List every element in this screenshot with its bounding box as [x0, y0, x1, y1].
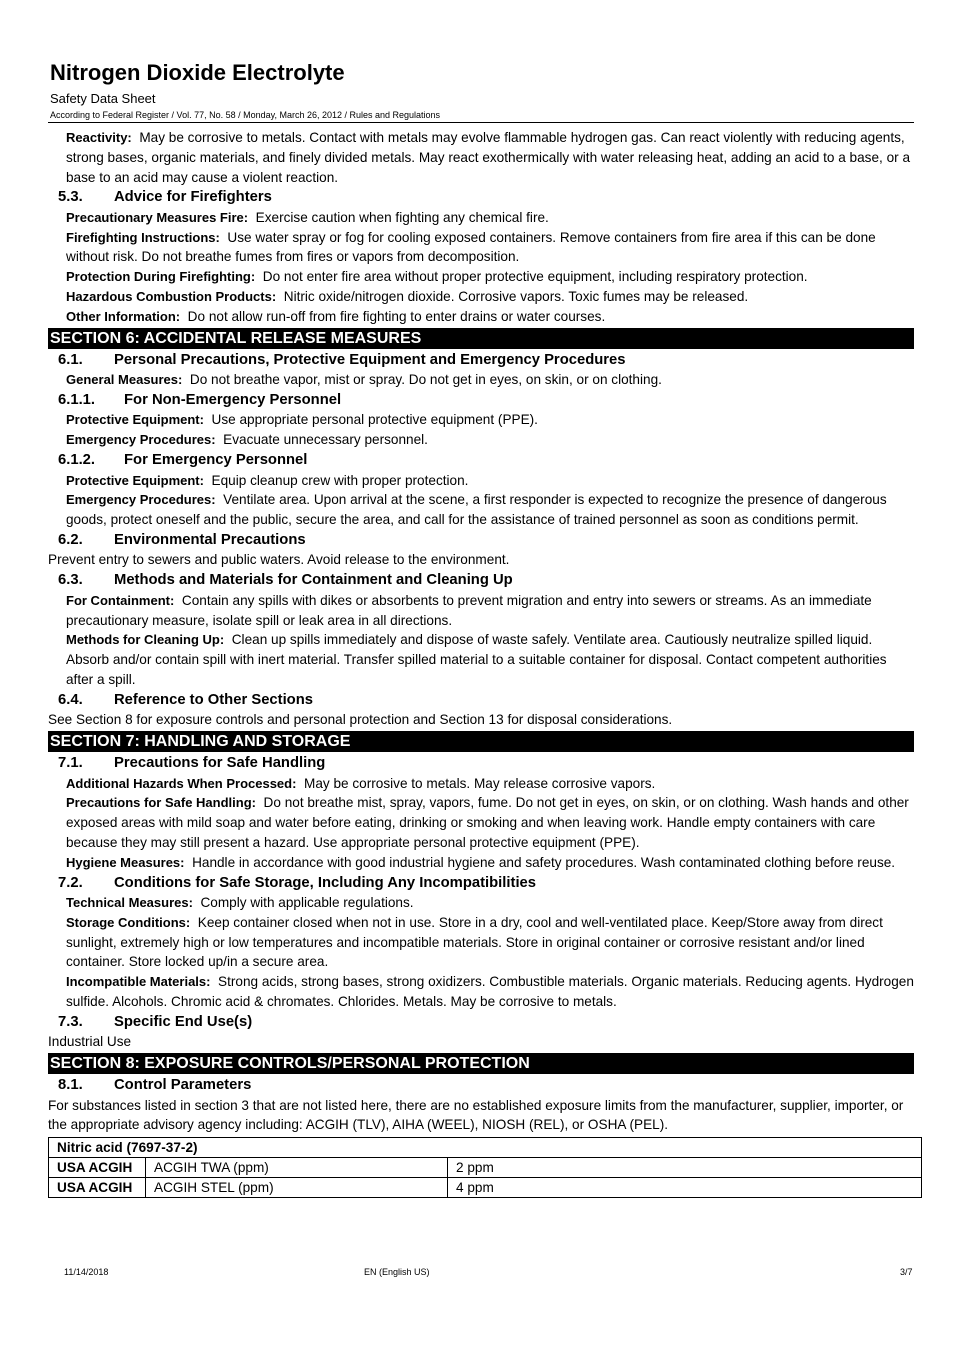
substance-cell: Nitric acid (7697-37-2)	[49, 1138, 922, 1158]
emergency-ppe-paragraph: Protective Equipment: Equip cleanup crew with proper protection.	[66, 472, 469, 488]
document-body	[48, 128, 914, 1198]
other-information-paragraph: Other Information: Do not allow run-off from fire fighting to enter drains or water courses.	[66, 308, 606, 324]
footer-language: EN (English US)	[364, 1267, 430, 1277]
additional-hazards-paragraph: Additional Hazards When Processed: May be corrosive to metals. May release corrosive vapors.	[66, 775, 656, 791]
environmental-precautions-text: Prevent entry to sewers and public waters. Avoid release to the environment.	[48, 552, 510, 568]
reactivity-paragraph	[48, 128, 914, 187]
footer-page-number: 3/7	[900, 1267, 913, 1277]
subsection-heading: 6.1. Personal Precautions, Protective Equipment and Emergency Procedures	[58, 351, 626, 368]
agency-cell: USA ACGIH	[49, 1178, 146, 1198]
subsection-heading: 6.2. Environmental Precautions	[58, 531, 306, 548]
value-cell: 4 ppm	[448, 1178, 922, 1198]
subsection-heading: 7.1. Precautions for Safe Handling	[58, 755, 326, 772]
storage-conditions-paragraph: Storage Conditions: Keep container closed when not in use. Store in a dry, cool and well-ventilated place. Keep/Store away from direct sunlight, extremely high or low temperatures and incompatible materials. Store in original container or corrosive resistant and/or lined container. Store locked up/in a secure area.	[66, 914, 883, 970]
subsection-heading: 7.2. Conditions for Safe Storage, Including Any Incompatibilities	[58, 874, 537, 891]
control-parameters-intro: For substances listed in section 3 that are not listed here, there are no established exposure limits from the manufacturer, supplier, importer, or the appropriate advisory agency including: ACGIH (TLV), AIHA (WEEL), NIOSH (REL), or OSHA (PEL).	[48, 1097, 904, 1133]
agency-cell: USA ACGIH	[49, 1158, 146, 1178]
reference-sections-text: See Section 8 for exposure controls and personal protection and Section 13 for disposal considerations.	[48, 712, 673, 728]
header-divider	[48, 122, 914, 123]
firefighting-instructions-paragraph: Firefighting Instructions: Use water spray or fog for cooling exposed containers. Remove containers from fire area if this can be done without risk. Do not breathe fumes from fires or vapors from decomposition.	[66, 229, 876, 265]
footer-date: 11/14/2018	[64, 1267, 109, 1277]
table-row	[49, 1138, 922, 1158]
emergency-procedures-paragraph: Emergency Procedures: Ventilate area. Upon arrival at the scene, a first responder is expected to recognize the presence of dangerous goods, protect oneself and the public, secure the area, and call for the assistance of trained personnel as soon as conditions permit.	[66, 492, 887, 528]
non-emergency-ppe-paragraph: Protective Equipment: Use appropriate personal protective equipment (PPE).	[66, 412, 538, 428]
subsection-heading: 6.4. Reference to Other Sections	[58, 691, 313, 708]
table-row	[49, 1158, 922, 1178]
section-8-header: SECTION 8: EXPOSURE CONTROLS/PERSONAL PROTECTION	[48, 1053, 914, 1074]
subsection-heading: 8.1. Control Parameters	[58, 1077, 252, 1094]
parameter-cell: ACGIH TWA (ppm)	[146, 1158, 448, 1178]
field-text: May be corrosive to metals. Contact with metals may evolve flammable hydrogen gas. Can react violently with reducing agents, strong bases, organic materials, and finely divided metals. May react exothermically with water releasing heat, adding an acid to a base, or a base to an acid may cause a violent reaction.	[66, 130, 911, 185]
regulation-reference: According to Federal Register / Vol. 77, No. 58 / Monday, March 26, 2012 / Rules and Regulations	[50, 110, 441, 120]
value-cell: 2 ppm	[448, 1158, 922, 1178]
subsection-heading: 6.1.1. For Non-Emergency Personnel	[58, 391, 342, 408]
precautionary-measures-paragraph: Precautionary Measures Fire: Exercise caution when fighting any chemical fire.	[66, 209, 549, 225]
document-subtitle: Safety Data Sheet	[50, 91, 156, 106]
subsection-heading: 6.3. Methods and Materials for Containment and Cleaning Up	[58, 572, 513, 589]
technical-measures-paragraph: Technical Measures: Comply with applicable regulations.	[66, 895, 414, 911]
general-measures-paragraph: General Measures: Do not breathe vapor, mist or spray. Do not get in eyes, on skin, or on clothing.	[66, 372, 662, 388]
hygiene-measures-paragraph: Hygiene Measures: Handle in accordance with good industrial hygiene and safety procedures. Wash contaminated clothing before reuse.	[66, 854, 896, 870]
section-7-header: SECTION 7: HANDLING AND STORAGE	[48, 731, 914, 752]
document-title: Nitrogen Dioxide Electrolyte	[50, 60, 345, 85]
subsection-heading: 6.1.2. For Emergency Personnel	[58, 452, 308, 469]
exposure-limits-table	[48, 1137, 922, 1198]
containment-paragraph: For Containment: Contain any spills with dikes or absorbents to prevent migration and entry into sewers or streams. As an immediate precautionary measure, isolate spill or leak area in all directions.	[66, 592, 872, 628]
table-row	[49, 1178, 922, 1198]
combustion-products-paragraph: Hazardous Combustion Products: Nitric oxide/nitrogen dioxide. Corrosive vapors. Toxic fumes may be released.	[66, 289, 749, 305]
safe-handling-paragraph: Precautions for Safe Handling: Do not breathe mist, spray, vapors, fume. Do not get in eyes, on skin, or on clothing. Wash hands and other exposed areas with mild soap and water before eating, drinking or smoking and when leaving work. Handle empty containers with care because they may still present a hazard. Use appropriate personal protective equipment (PPE).	[66, 795, 909, 850]
incompatible-materials-paragraph: Incompatible Materials: Strong acids, strong bases, strong oxidizers. Combustible materials. Organic materials. Reducing agents. Hydrogen sulfide. Alcohols. Chromic acid & chromates. Chlorides. Metals. May be corrosive to metals.	[66, 974, 914, 1009]
non-emergency-procedures-paragraph: Emergency Procedures: Evacuate unnecessary personnel.	[66, 432, 428, 448]
cleaning-up-paragraph: Methods for Cleaning Up: Clean up spills immediately and dispose of waste safely. Ventilate area. Cautiously neutralize spilled liquid. Absorb and/or contain spill with inert material. Transfer spilled material to a suitable container for disposal. Contact competent authorities after a spill.	[66, 632, 887, 687]
field-label: Reactivity:	[66, 130, 132, 145]
subsection-heading: 7.3. Specific End Use(s)	[58, 1013, 253, 1030]
protection-firefighting-paragraph: Protection During Firefighting: Do not enter fire area without proper protective equipment, including respiratory protection.	[66, 269, 808, 285]
parameter-cell: ACGIH STEL (ppm)	[146, 1178, 448, 1198]
section-6-header: SECTION 6: ACCIDENTAL RELEASE MEASURES	[48, 328, 914, 349]
end-use-text: Industrial Use	[48, 1034, 132, 1050]
subsection-heading: 5.3. Advice for Firefighters	[58, 189, 272, 206]
